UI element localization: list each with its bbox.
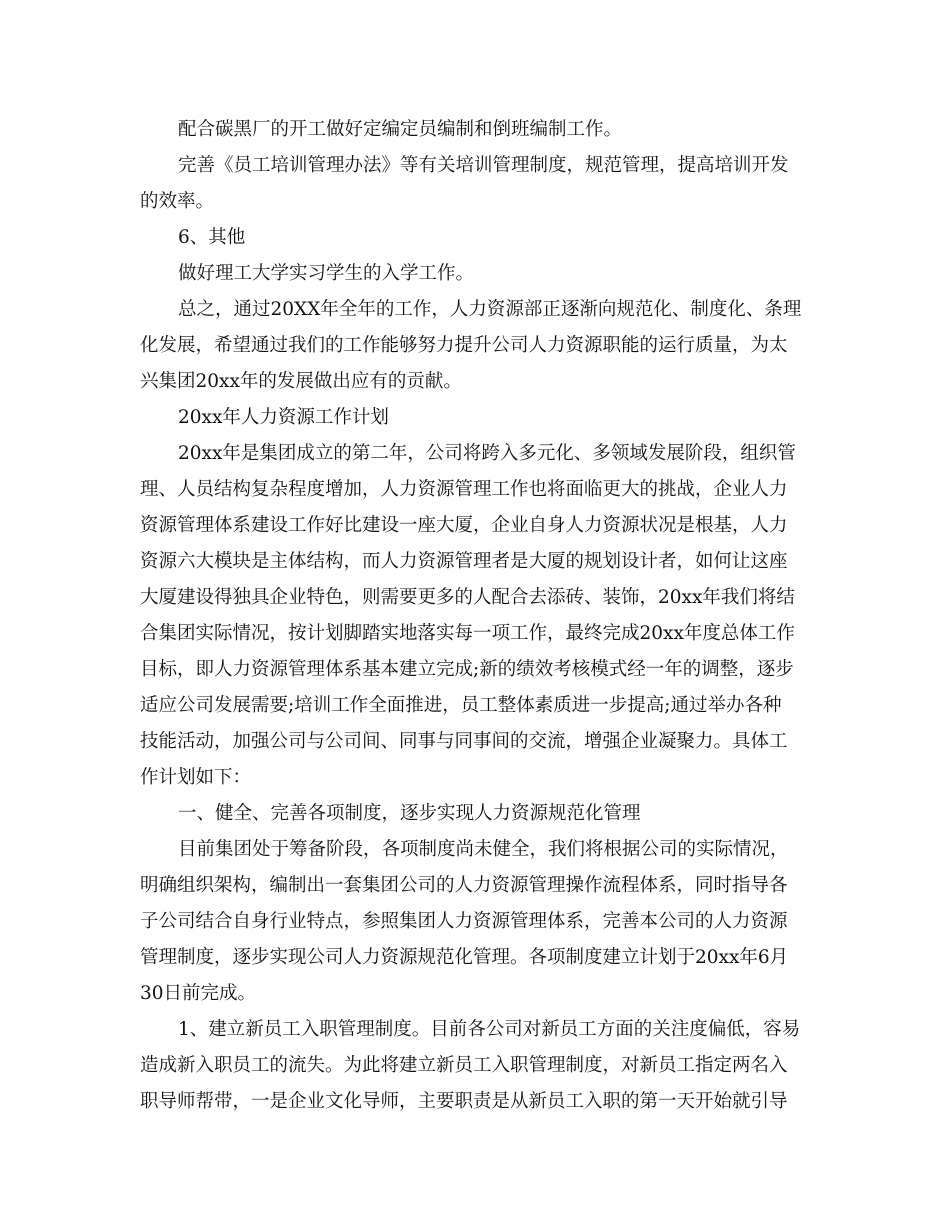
text-line: 作计划如下： xyxy=(140,767,252,788)
text-line: 总之，通过20XX年全年的工作，人力资源部正逐渐向规范化、制度化、条理 xyxy=(178,299,802,320)
text-line: 资源六大模块是主体结构，而人力资源管理者是大厦的规划设计者，如何让这座 xyxy=(140,551,788,572)
section-heading: 6、其他 xyxy=(178,227,246,248)
text-line: 完善《员工培训管理办法》等有关培训管理制度，规范管理，提高培训开发 xyxy=(178,155,789,176)
text-line: 化发展，希望通过我们的工作能够努力提升公司人力资源职能的运行质量，为太 xyxy=(140,335,788,356)
text-line: 的效率。 xyxy=(140,191,215,212)
text-line: 1、建立新员工入职管理制度。目前各公司对新员工方面的关注度偏低，容易 xyxy=(178,1019,801,1040)
text-line: 做好理工大学实习学生的入学工作。 xyxy=(178,263,475,284)
text-line: 兴集团20xx年的发展做出应有的贡献。 xyxy=(140,371,462,392)
text-line: 目前集团处于筹备阶段，各项制度尚未健全，我们将根据公司的实际情况， xyxy=(178,839,789,860)
section-heading: 一、健全、完善各项制度，逐步实现人力资源规范化管理 xyxy=(178,803,641,824)
text-line: 合集团实际情况，按计划脚踏实地落实每一项工作，最终完成20xx年度总体工作 xyxy=(140,623,795,644)
text-line: 资源管理体系建设工作好比建设一座大厦，企业自身人力资源状况是根基，人力 xyxy=(140,515,788,536)
text-line: 明确组织架构，编制出一套集团公司的人力资源管理操作流程体系，同时指导各 xyxy=(140,875,788,896)
text-line: 目标，即人力资源管理体系基本建立完成;新的绩效考核模式经一年的调整，逐步 xyxy=(140,659,794,680)
section-heading: 20xx年人力资源工作计划 xyxy=(178,407,389,428)
text-line: 适应公司发展需要;培训工作全面推进，员工整体素质进一步提高;通过举办各种 xyxy=(140,695,782,716)
text-line: 理、人员结构复杂程度增加，人力资源管理工作也将面临更大的挑战，企业人力 xyxy=(140,479,788,500)
text-line: 技能活动，加强公司与公司间、同事与同事间的交流，增强企业凝聚力。具体工 xyxy=(140,731,788,752)
text-line: 造成新入职员工的流失。为此将建立新员工入职管理制度，对新员工指定两名入 xyxy=(140,1055,788,1076)
text-line: 管理制度，逐步实现公司人力资源规范化管理。各项制度建立计划于20xx年6月 xyxy=(140,947,789,968)
document-page xyxy=(140,112,810,1120)
text-line: 大厦建设得独具企业特色，则需要更多的人配合去添砖、装饰，20xx年我们将结 xyxy=(140,587,795,608)
text-line: 子公司结合自身行业特点，参照集团人力资源管理体系，完善本公司的人力资源 xyxy=(140,911,788,932)
text-line: 30日前完成。 xyxy=(140,983,257,1004)
text-line: 职导师帮带，一是企业文化导师，主要职责是从新员工入职的第一天开始就引导 xyxy=(140,1091,788,1112)
text-line: 配合碳黑厂的开工做好定编定员编制和倒班编制工作。 xyxy=(178,119,623,140)
text-line: 20xx年是集团成立的第二年，公司将跨入多元化、多领域发展阶段，组织管 xyxy=(178,443,796,464)
